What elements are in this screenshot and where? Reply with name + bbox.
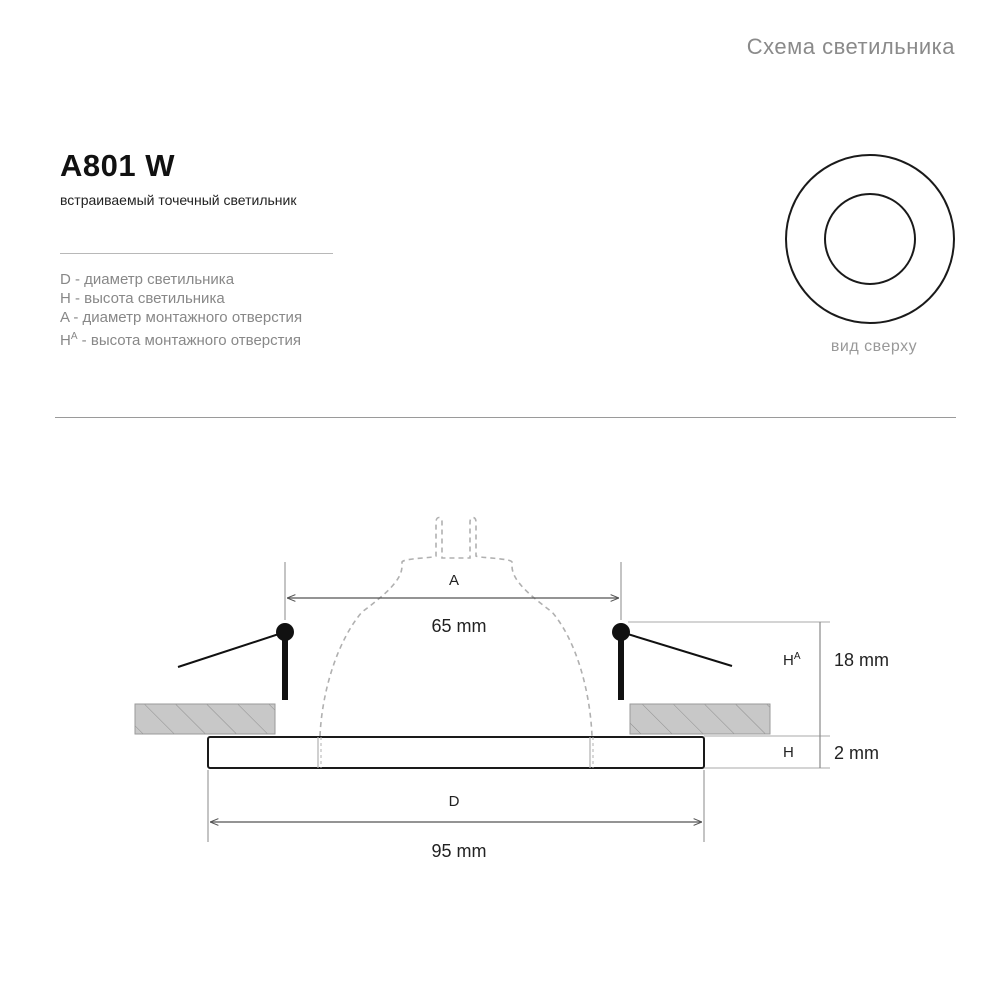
top-view-inner-ring bbox=[825, 194, 915, 284]
top-view bbox=[786, 155, 954, 323]
top-view-outer-ring bbox=[786, 155, 954, 323]
model-title: A801 W bbox=[60, 148, 175, 183]
ceiling-right bbox=[630, 704, 770, 734]
dim-h-label: H bbox=[783, 744, 794, 761]
page-heading: Схема светильника bbox=[746, 34, 955, 59]
dim-ha-label: $H^A$ bbox=[783, 651, 801, 669]
legend-item-a: A - диаметр монтажного отверстия bbox=[60, 309, 303, 326]
dim-a-label: A bbox=[448, 572, 460, 589]
lamp-trim-ring bbox=[208, 737, 704, 768]
spring-clip-left bbox=[178, 623, 294, 700]
top-view-label: вид сверху bbox=[830, 338, 918, 355]
ceiling-left bbox=[135, 704, 275, 734]
dim-ha-value: 18 mm bbox=[834, 650, 890, 670]
dim-a-value: 65 mm bbox=[431, 616, 487, 636]
dim-d-label: D bbox=[448, 793, 460, 810]
model-description: встраиваемый точечный светильник bbox=[60, 192, 297, 208]
legend-item-d: D - диаметр светильника bbox=[60, 271, 235, 288]
legend-item-h: H - высота светильника bbox=[60, 290, 225, 307]
legend-item-ha: $H^A$ - высота монтажного отверстия bbox=[60, 331, 302, 349]
dim-h-value: 2 mm bbox=[834, 743, 879, 763]
dim-d-value: 95 mm bbox=[431, 841, 487, 861]
spring-clip-right bbox=[612, 623, 732, 700]
